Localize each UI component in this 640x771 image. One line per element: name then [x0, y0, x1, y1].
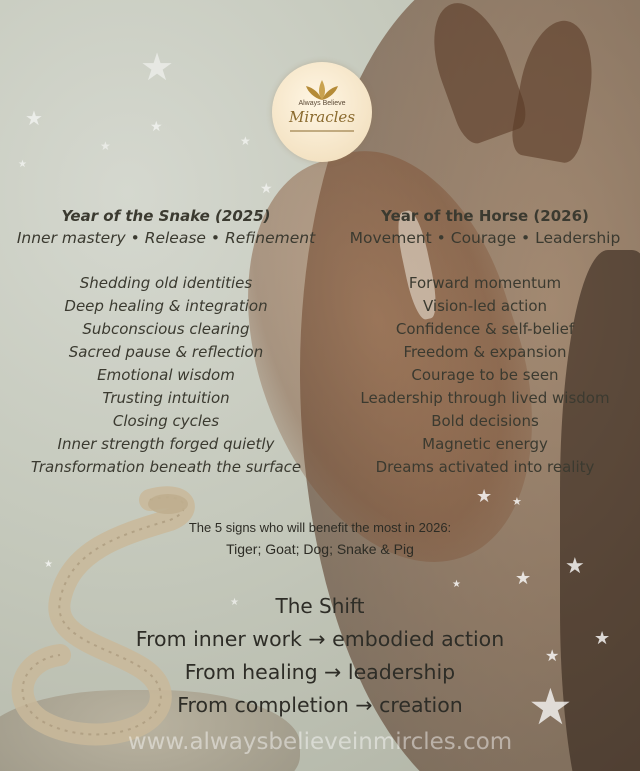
snake-list-item: Inner strength forged quietly [57, 435, 275, 453]
snake-list-item: Trusting intuition [102, 389, 230, 407]
snake-list-item: Emotional wisdom [97, 366, 235, 384]
horse-list-item: Freedom & expansion [403, 343, 567, 361]
benefit-signs: Tiger; Goat; Dog; Snake & Pig [226, 541, 414, 557]
star-icon: ★ [594, 628, 611, 649]
logo-tagline: Always Believe [298, 100, 346, 107]
star-icon: ★ [545, 646, 560, 665]
shift-title: The Shift [275, 594, 365, 618]
logo-wordmark: Miracles [288, 108, 356, 126]
website-watermark: www.alwaysbelieveinmircles.com [127, 729, 513, 755]
snake-subtitle: Inner mastery • Release • Refinement [16, 229, 316, 247]
benefit-heading: The 5 signs who will benefit the most in 2026: [188, 520, 452, 535]
snake-list-item: Transformation beneath the surface [30, 458, 302, 476]
star-icon: ★ [452, 579, 461, 590]
horse-subtitle: Movement • Courage • Leadership [349, 229, 621, 247]
star-icon: ★ [512, 495, 522, 508]
horse-column [330, 206, 640, 479]
star-icon: ★ [18, 159, 27, 170]
snake-column [6, 206, 326, 479]
horse-list-item: Leadership through lived wisdom [360, 389, 610, 407]
brand-logo [272, 62, 372, 162]
star-icon: ★ [240, 134, 251, 148]
star-icon: ★ [25, 106, 43, 130]
star-icon: ★ [230, 597, 239, 608]
snake-list-item: Deep healing & integration [64, 297, 268, 315]
star-icon: ★ [140, 45, 175, 89]
snake-list-item: Closing cycles [112, 412, 220, 430]
star-icon: ★ [44, 559, 53, 570]
star-icon: ★ [528, 678, 573, 736]
lotus-icon [300, 76, 344, 102]
horse-list-item: Magnetic energy [422, 435, 548, 453]
horse-list-item: Bold decisions [431, 412, 539, 430]
star-icon: ★ [150, 119, 163, 135]
snake-list-item: Shedding old identities [79, 274, 253, 292]
star-icon: ★ [260, 181, 273, 197]
horse-list-item: Forward momentum [408, 274, 562, 292]
star-icon: ★ [100, 139, 111, 153]
star-icon: ★ [515, 568, 532, 589]
horse-list-item: Vision-led action [422, 297, 548, 315]
star-icon: ★ [476, 486, 493, 507]
horse-list-item: Courage to be seen [411, 366, 559, 384]
snake-title: Year of the Snake (2025) [61, 207, 271, 225]
shift-line: From inner work → embodied action [135, 627, 505, 651]
horse-title: Year of the Horse (2026) [381, 207, 589, 225]
snake-list-item: Sacred pause & reflection [68, 343, 264, 361]
snake-list-item: Subconscious clearing [82, 320, 250, 338]
shift-line: From completion → creation [177, 693, 463, 717]
horse-list-item: Dreams activated into reality [375, 458, 595, 476]
horse-list-item: Confidence & self-belief [395, 320, 575, 338]
shift-line: From healing → leadership [184, 660, 456, 684]
star-icon: ★ [565, 554, 585, 579]
logo-divider [290, 130, 354, 132]
